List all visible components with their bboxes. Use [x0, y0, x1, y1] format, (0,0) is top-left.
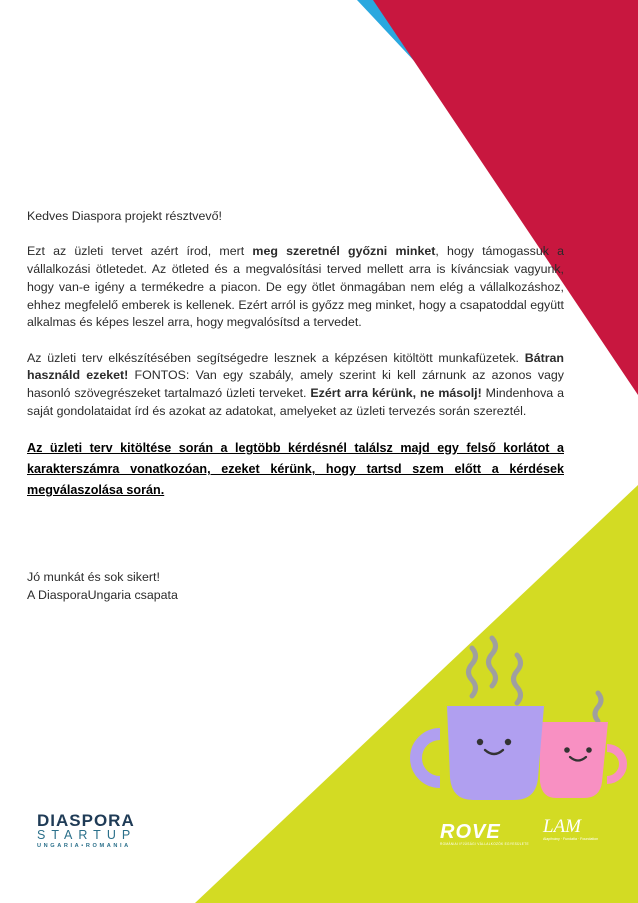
rove-tagline: ROMÁNIAI IFJÚSÁGI VÁLLALKOZÓK EGYESÜLETE — [440, 842, 529, 846]
rove-logo — [440, 822, 529, 847]
bold-phrase: Ezért arra kérünk, ne másolj! — [310, 386, 482, 400]
diaspora-wordmark: DIASPORA — [37, 811, 135, 830]
lam-wordmark: LAM — [543, 816, 581, 837]
bold-phrase: meg szeretnél győzni minket — [252, 244, 436, 259]
paragraph-rules — [27, 350, 564, 421]
text-span: Az üzleti terv elkészítésében segítségedre lesznek a képzésen kitöltött munkafüzetek. — [27, 350, 525, 365]
text-span: Ezt az üzleti tervet azért írod, mert — [27, 244, 253, 259]
ungaria-romania-wordmark: UNGARIA•ROMANIA — [37, 843, 131, 849]
startup-wordmark: STARTUP — [37, 828, 137, 842]
text-span: , hogy támogassuk a vállalkozási ötletedet. Az ötleted és a megvalósítási terved mellett arra is kíváncsiak vagyunk, hogy van-e igény a termékedre a piacon. De egy ötlet önmagában nem elég a vállalkozáshoz, ehhez megfelelő emberek is kellenek. Ezért arról is győzz meg minket, hogy a csapatoddal együtt alkalmas és képes leszel arra, hogy megvalósítsd a tervedet. — [27, 244, 564, 330]
lam-logo — [543, 817, 598, 842]
text-span: FONTOS: Van egy szabály, amely szerint ki kell zárnunk az azonos vagy hasonló szövegrészeket tartalmazó üzleti terveket. — [27, 368, 564, 400]
paragraph-intro — [27, 243, 564, 332]
character-limit-notice: Az üzleti terv kitöltése során a legtöbb kérdésnél találsz majd egy felső korlátot a karakterszámra vonatkozóan, ezeket kérünk, hogy tartsd szem előtt a kérdések megválaszolása során. — [27, 441, 564, 498]
closing-line: Jó munkát és sok sikert! — [27, 570, 160, 584]
rove-wordmark: ROVE — [440, 821, 501, 843]
bold-phrase: Bátran használd ezeket! — [27, 350, 564, 383]
letter-body — [27, 208, 564, 501]
signoff — [27, 568, 178, 604]
signature: A DiasporaUngaria csapata — [27, 588, 178, 602]
greeting: Kedves Diaspora projekt résztvevő! — [27, 209, 222, 223]
diaspora-startup-logo — [37, 812, 136, 850]
lam-tagline: Alapítvány · Fundatia · Foundation — [543, 837, 599, 841]
text-span: Mindenhova a saját gondolataidat írd és azokat az adatokat, amelyeket az üzleti tervezés során szereztél. — [27, 386, 564, 418]
